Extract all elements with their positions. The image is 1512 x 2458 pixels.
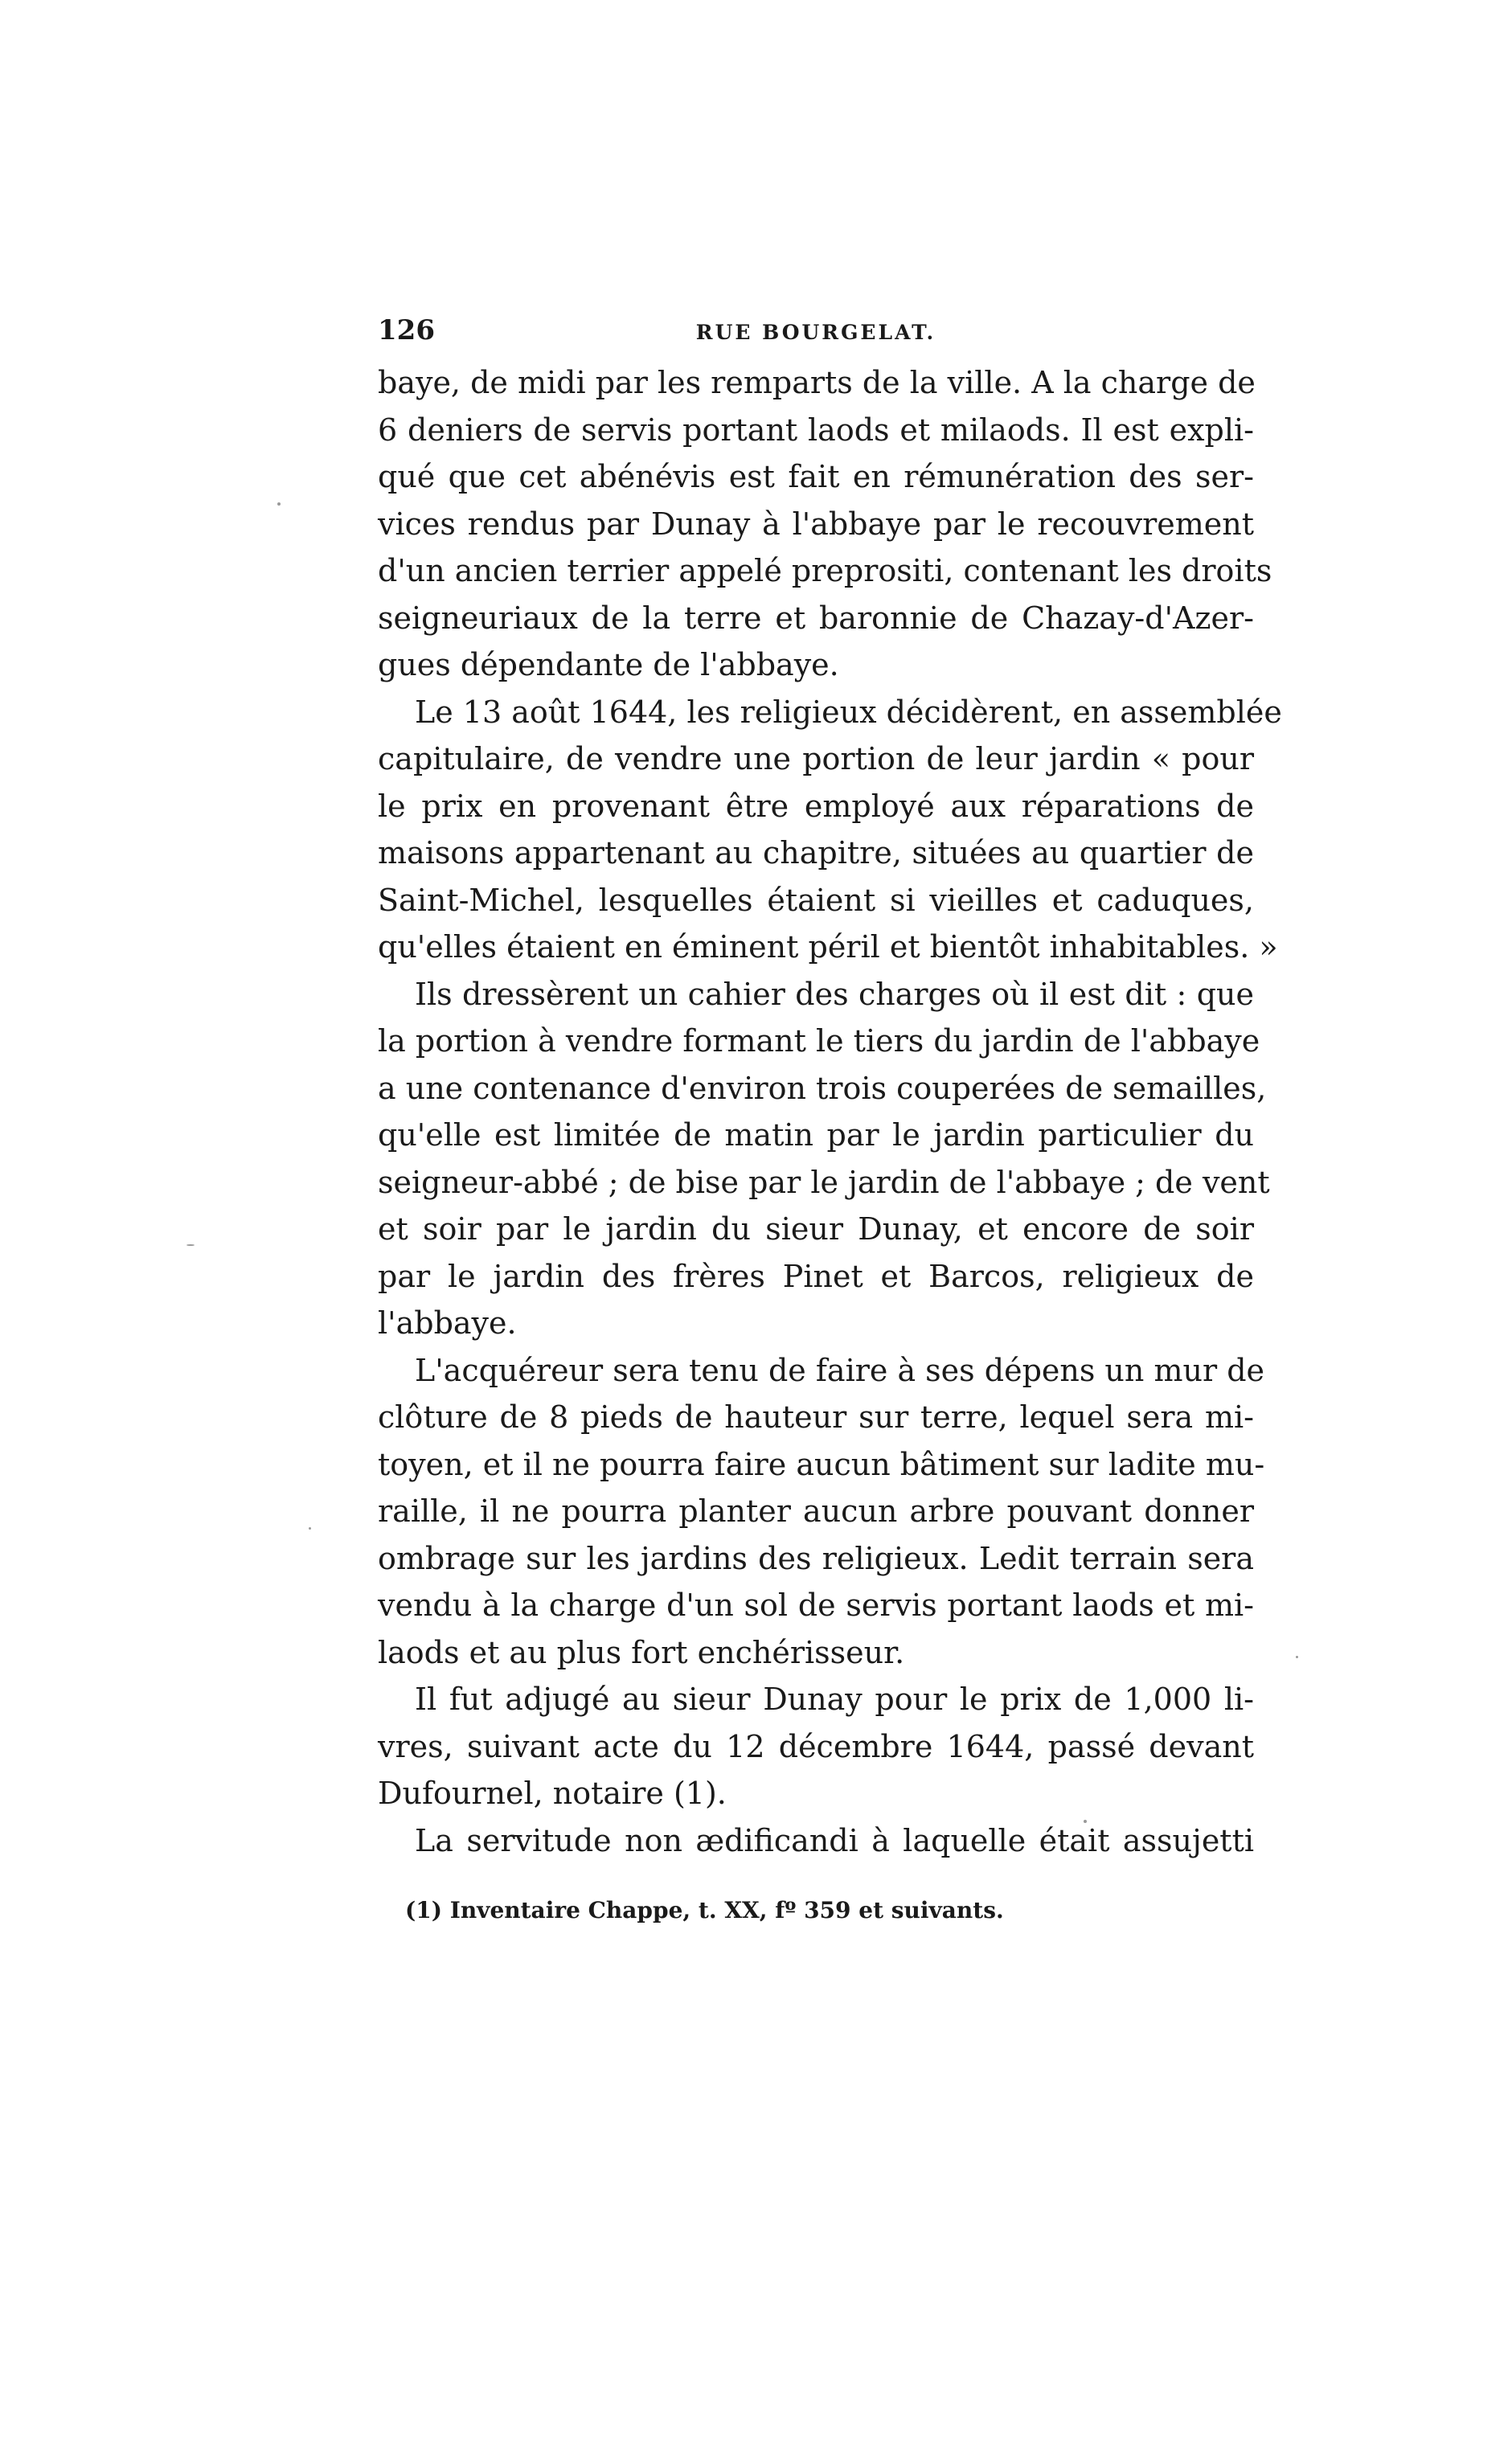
- text-line: Saint-Michel, lesquelles étaient si vieilles et caduques,: [378, 882, 1254, 918]
- text-line: clôture de 8 pieds de hauteur sur terre, lequel sera mi-: [378, 1399, 1254, 1435]
- text-line: Le 13 août 1644, les religieux décidèrent, en assemblée: [415, 694, 1282, 730]
- text-line: capitulaire, de vendre une portion de leur jardin « pour: [378, 741, 1254, 776]
- text-line: d'un ancien terrier appelé preprositi, contenant les droits: [378, 553, 1272, 588]
- scan-speck: [277, 502, 281, 506]
- text-line: l'abbaye.: [378, 1305, 517, 1341]
- text-line: Ils dressèrent un cahier des charges où il est dit : que: [415, 976, 1254, 1012]
- text-line: qu'elle est limitée de matin par le jardin particulier du: [378, 1117, 1254, 1153]
- text-line: vres, suivant acte du 12 décembre 1644, passé devant: [378, 1728, 1254, 1764]
- text-line: la portion à vendre formant le tiers du jardin de l'abbaye: [378, 1023, 1260, 1059]
- text-line: raille, il ne pourra planter aucun arbre pouvant donner: [378, 1493, 1254, 1529]
- text-line: Il fut adjugé au sieur Dunay pour le prix de 1,000 li-: [415, 1682, 1254, 1717]
- scan-speck: [1084, 1820, 1087, 1823]
- footnote: (1) Inventaire Chappe, t. XX, fº 359 et suivants.: [405, 1897, 1004, 1923]
- text-line: gues dépendante de l'abbaye.: [378, 647, 839, 682]
- text-line: L'acquéreur sera tenu de faire à ses dépens un mur de: [415, 1352, 1265, 1388]
- text-line: Dufournel, notaire (1).: [378, 1776, 727, 1811]
- text-line: qué que cet abénévis est fait en rémunération des ser-: [378, 459, 1254, 494]
- text-line: et soir par le jardin du sieur Dunay, et encore de soir: [378, 1211, 1254, 1247]
- body-text: [378, 359, 1282, 1864]
- text-line: seigneur-abbé ; de bise par le jardin de l'abbaye ; de vent: [378, 1164, 1270, 1200]
- text-line: seigneuriaux de la terre et baronnie de Chazay-d'Azer-: [378, 600, 1254, 636]
- text-line: par le jardin des frères Pinet et Barcos, religieux de: [378, 1258, 1254, 1294]
- text-line: maisons appartenant au chapitre, situées au quartier de: [378, 835, 1254, 871]
- text-line: vices rendus par Dunay à l'abbaye par le recouvrement: [378, 506, 1254, 542]
- book-page: [378, 309, 1282, 1927]
- text-line: ombrage sur les jardins des religieux. Ledit terrain sera: [378, 1540, 1254, 1576]
- text-line: 6 deniers de servis portant laods et milaods. Il est expli-: [378, 412, 1254, 448]
- running-head: [378, 309, 1254, 359]
- text-line: La servitude non ædificandi à laquelle était assujetti: [415, 1822, 1254, 1858]
- text-line: toyen, et il ne pourra faire aucun bâtiment sur ladite mu-: [378, 1446, 1265, 1482]
- page-number: 126: [378, 314, 435, 346]
- text-line: baye, de midi par les remparts de la ville. A la charge de: [378, 365, 1256, 400]
- text-line: le prix en provenant être employé aux réparations de: [378, 788, 1254, 824]
- text-line: laods et au plus fort enchérisseur.: [378, 1634, 905, 1670]
- scan-speck: [1296, 1656, 1298, 1658]
- running-title: RUE BOURGELAT.: [695, 321, 936, 344]
- text-line: qu'elles étaient en éminent péril et bientôt inhabitables. »: [378, 929, 1278, 965]
- text-line: vendu à la charge d'un sol de servis portant laods et mi-: [378, 1587, 1254, 1623]
- scan-speck: [186, 1244, 195, 1246]
- scan-speck: [309, 1527, 311, 1530]
- text-line: a une contenance d'environ trois couperées de semailles,: [378, 1070, 1267, 1106]
